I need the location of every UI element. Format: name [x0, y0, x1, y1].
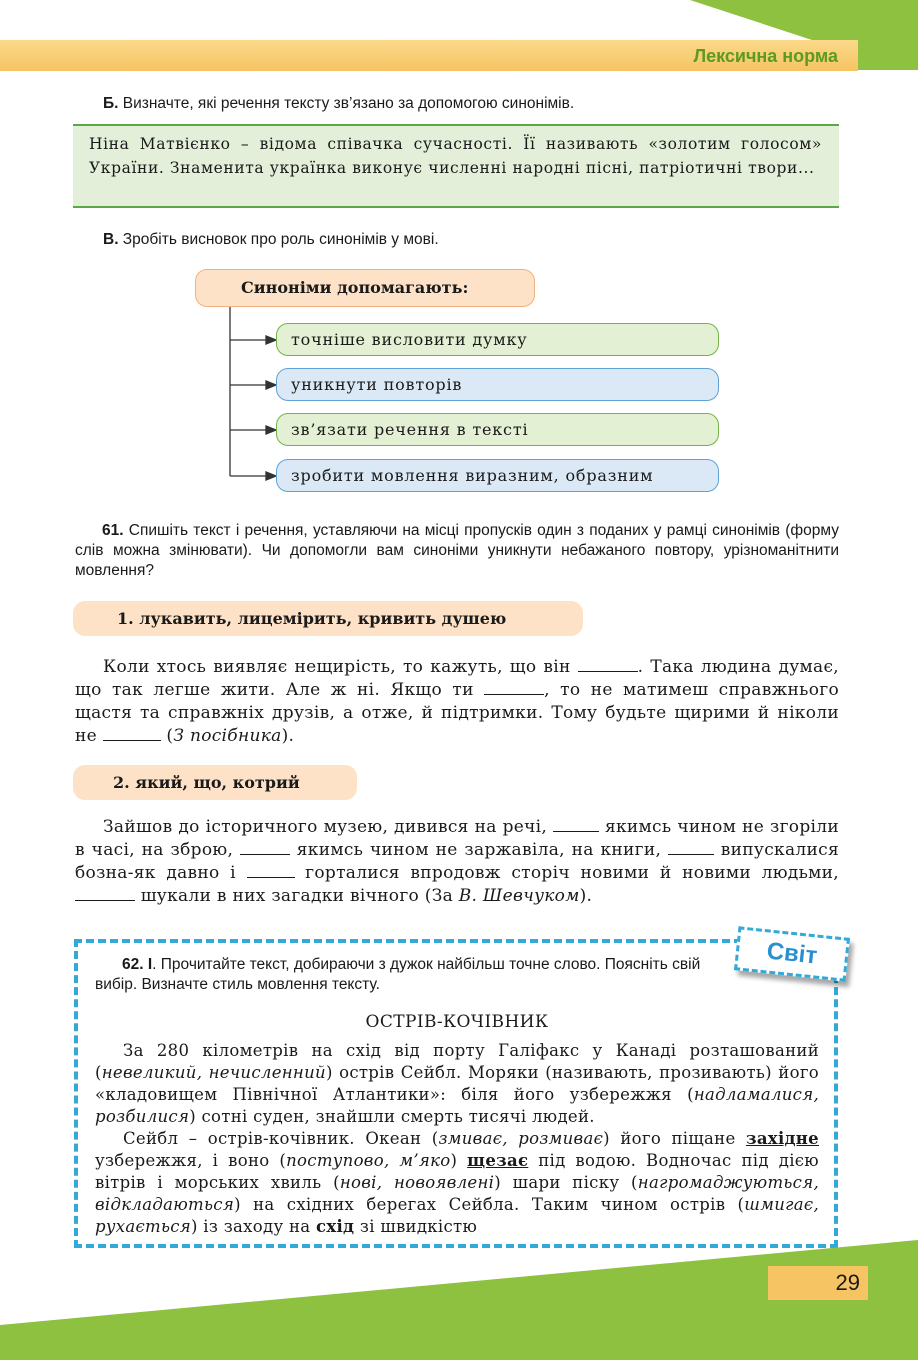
task-v-text: Зробіть висновок про роль синонімів у мові.: [118, 231, 439, 248]
exercise-61-text: Спишіть текст і речення, уставляючи на місці пропусків один з поданих у рамці синонімів (форму слів можна змінювати). Чи допомогли вам синоніми уникнути небажаного повтору, урізноманітнити мовлення?: [75, 522, 839, 579]
text-fragment: Коли хтось виявляє нещирість, то кажуть, що він: [103, 657, 578, 677]
text-fragment: зі швидкістю: [354, 1217, 478, 1236]
choice-option: невеликий, нечисленний: [101, 1063, 326, 1082]
key-word: західне: [745, 1129, 819, 1148]
blank: [484, 680, 544, 695]
key-word: щезає: [467, 1151, 529, 1170]
text-fragment: ) острів Сейбл. Моряки (називають, прозивають) його «кладовищем Північної Атлантики»: біля його узбережжя (: [95, 1063, 820, 1104]
blank: [668, 840, 714, 855]
text-fragment: ) із заходу на: [191, 1217, 316, 1236]
diagram-item: зробити мовлення виразним, образним: [276, 459, 719, 492]
blank: [240, 840, 290, 855]
text-fragment: . Така людина думає, що так легше жити. Але ж ні. Якщо ти: [75, 657, 839, 700]
page-number: 29: [768, 1266, 868, 1300]
blank: [578, 657, 638, 672]
text-fragment: , то не матимеш справжнього щастя та справжніх друзів, а отже, й підтримки. Тому будьте щирими й ніколи не: [75, 680, 839, 746]
blank: [75, 886, 135, 901]
text-fragment: під водою. Водночас під дією вітрів і морських хвиль (: [95, 1151, 819, 1192]
choice-option: нові, новоявлені: [339, 1173, 495, 1192]
choice-option: надламалися, розбилися: [95, 1085, 819, 1126]
task-b-text: Визначте, які речення тексту зв’язано за допомогою синонімів.: [118, 95, 575, 112]
word-group-2: 2. який, що, котрий: [73, 765, 357, 800]
exercise-61-text-2: [75, 816, 839, 908]
choice-option: нагромаджуються, відкладаються: [95, 1173, 819, 1214]
exercise-62-text: [95, 1040, 819, 1238]
blank: [103, 726, 161, 741]
diagram-item: уникнути повторів: [276, 368, 719, 401]
diagram-item: зв’язати речення в тексті: [276, 413, 719, 446]
exercise-61-instruction: [75, 521, 839, 581]
blank: [553, 817, 599, 832]
text-fragment: ) сотні суден, знайшли смерть тисячі людей.: [189, 1107, 595, 1126]
word-group-1: 1. лукавить, лицемірить, кривить душею: [73, 601, 583, 636]
text-fragment: ) шари піску (: [494, 1173, 638, 1192]
choice-option: шмигає, рухається: [95, 1195, 819, 1236]
text-fragment: випускалися бозна-як давно і: [75, 840, 839, 883]
text-fragment: Зайшов до історичного музею, дивився на речі,: [103, 817, 554, 837]
diagram-head: Синоніми допомагають:: [195, 269, 535, 307]
text-fragment: ) його піщане: [603, 1129, 746, 1148]
choice-option: поступово, м’яко: [286, 1151, 451, 1170]
choice-option: змиває, розмиває: [438, 1129, 604, 1148]
source-citation: З посібника: [173, 726, 282, 746]
text-fragment: (: [160, 726, 174, 746]
section-title: Лексична норма: [693, 46, 838, 66]
text-fragment: узбережжя, і воно (: [95, 1151, 287, 1170]
text-fragment: горталися впродовж сторіч новими й новими людьми,: [294, 863, 839, 883]
task-b-letter: Б.: [103, 95, 119, 112]
source-citation: В. Шевчуком: [458, 886, 580, 906]
text-fragment: ).: [579, 886, 593, 906]
exercise-62-instruction: [95, 955, 725, 995]
text-fragment: ): [450, 1151, 468, 1170]
text-fragment: Сейбл – острів-кочівник. Океан (: [123, 1129, 439, 1148]
text-fragment: якимсь чином не заржавіла, на книги,: [289, 840, 668, 860]
text-fragment: За 280 кілометрів на схід від порту Галіфакс у Канаді розташований (: [95, 1041, 819, 1082]
text-fragment: ).: [281, 726, 295, 746]
text-title: ОСТРІВ-КОЧІВНИК: [365, 1012, 549, 1032]
svit-badge: Світ: [734, 926, 850, 981]
footer-decoration: [0, 1240, 918, 1360]
quote-text: Ніна Матвієнко – відома співачка сучасності. Її називають «золотим голосом» України. Знаменита українка виконує численні народні пісні, патріотичні твори...: [89, 135, 822, 177]
blank: [247, 863, 295, 878]
text-fragment: якимсь чином не згоріли в часі, на зброю,: [75, 817, 839, 860]
task-v-letter: В.: [103, 231, 119, 248]
exercise-61-number: 61.: [102, 522, 124, 539]
exercise-61-text-1: [75, 656, 839, 748]
diagram-item: точніше висловити думку: [276, 323, 719, 356]
key-word: схід: [316, 1217, 355, 1236]
exercise-62-text: . Прочитайте текст, добираючи з дужок найбільш точне слово. Поясніть свій вибір. Визначте стиль мовлення тексту.: [95, 956, 701, 993]
text-fragment: ) на східних берегах Сейбла. Таким чином острів (: [234, 1195, 745, 1214]
exercise-62-number: 62. І: [122, 956, 153, 973]
text-fragment: шукали в них загадки вічного (За: [135, 886, 459, 906]
